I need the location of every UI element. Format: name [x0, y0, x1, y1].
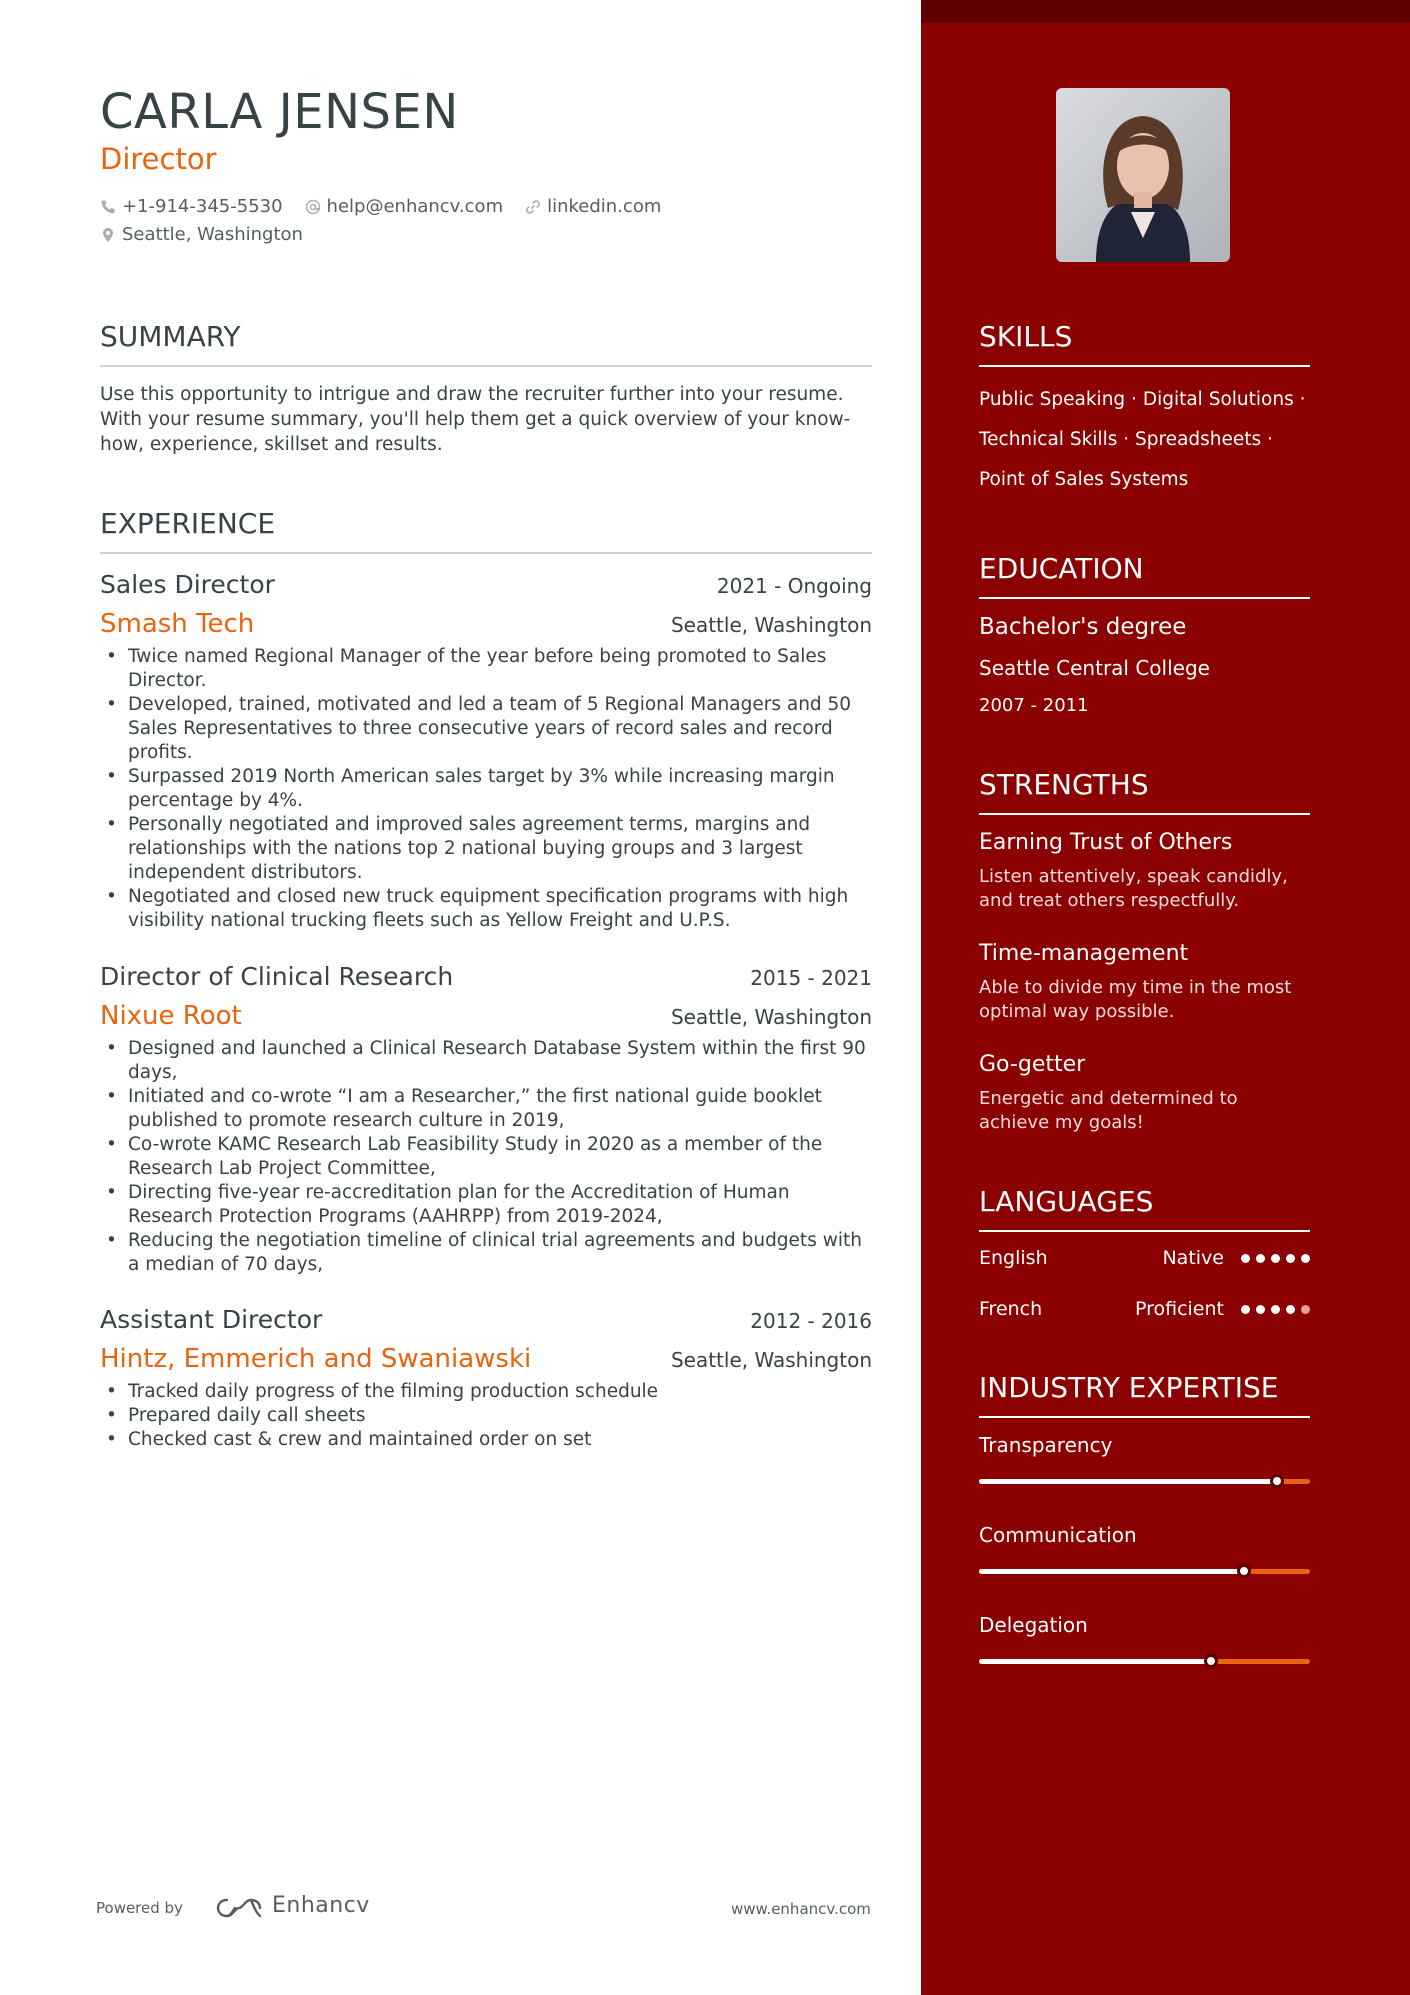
language-level: Proficient [1134, 1298, 1224, 1320]
job-bullets [100, 1380, 872, 1452]
bullet-item: • Reducing the negotiation timeline of clinical trial agreements and budgets with a median of 70 days, [100, 1229, 872, 1277]
phone-icon [100, 199, 116, 215]
rating-dot [1301, 1254, 1310, 1263]
languages-heading: LANGUAGES [979, 1185, 1310, 1232]
location-text: Seattle, Washington [122, 224, 303, 245]
bullet-item: • Twice named Regional Manager of the year before being promoted to Sales Director. [100, 645, 872, 693]
rating-dot [1286, 1305, 1295, 1314]
expertise-item [979, 1523, 1310, 1574]
language-row [979, 1298, 1310, 1320]
job-location: Seattle, Washington [670, 613, 872, 637]
strength-title: Earning Trust of Others [979, 830, 1233, 855]
bullet-item: • Personally negotiated and improved sales agreement terms, margins and relationships with the nations top 2 national buying groups and 3 largest independent distributors. [100, 813, 872, 885]
job-role: Assistant Director [100, 1305, 323, 1334]
rating-dot [1271, 1254, 1280, 1263]
job-entry [100, 1305, 872, 1452]
rating-dot [1256, 1305, 1265, 1314]
powered-by-label: Powered by [96, 1899, 183, 1917]
footer-site-link[interactable]: www.enhancv.com [731, 1900, 871, 1918]
contact-phone [100, 196, 283, 217]
language-level: Native [1162, 1247, 1224, 1269]
job-bullets [100, 645, 872, 933]
skill-item: Point of Sales Systems [979, 469, 1189, 490]
bullet-item: • Negotiated and closed new truck equipment specification programs with high visibility national trucking fleets such as Yellow Freight and U.P.S. [100, 885, 872, 933]
expertise-knob [1204, 1654, 1218, 1668]
rating-dot [1241, 1254, 1250, 1263]
skill-item: Digital Solutions [1142, 389, 1294, 410]
education-heading: EDUCATION [979, 552, 1310, 599]
rating-dot [1286, 1254, 1295, 1263]
strength-desc: Listen attentively, speak candidly, and treat others respectfully. [979, 866, 1288, 911]
linkedin-text: linkedin.com [547, 196, 662, 217]
job-dates: 2012 - 2016 [750, 1309, 872, 1333]
expertise-bar-fill [979, 1659, 1211, 1664]
expertise-label: Communication [979, 1523, 1137, 1547]
expertise-item [979, 1613, 1310, 1664]
expertise-knob [1237, 1564, 1251, 1578]
strength-item [979, 1052, 1310, 1135]
job-role: Sales Director [100, 570, 275, 599]
bullet-item: • Directing five-year re-accreditation plan for the Accreditation of Human Research Protection Programs (AAHRPP) from 2019-2024, [100, 1181, 872, 1229]
strength-title: Time-management [979, 941, 1189, 966]
expertise-bar [979, 1569, 1310, 1574]
education-degree: Bachelor's degree [979, 614, 1187, 640]
rating-dot [1301, 1305, 1310, 1314]
job-dates: 2021 - Ongoing [716, 574, 872, 598]
location-pin-icon [100, 227, 116, 243]
bullet-item: • Designed and launched a Clinical Research Database System within the first 90 days, [100, 1037, 872, 1085]
bullet-item: • Initiated and co-wrote “I am a Researcher,” the first national guide booklet published to promote research culture in 2019, [100, 1085, 872, 1133]
contact-linkedin[interactable] [525, 196, 661, 217]
education-dates: 2007 - 2011 [979, 695, 1089, 716]
expertise-label: Transparency [979, 1433, 1113, 1457]
skill-item: Technical Skills [979, 429, 1118, 450]
job-company: Smash Tech [100, 609, 255, 639]
job-location: Seattle, Washington [670, 1348, 872, 1372]
bullet-item: • Developed, trained, motivated and led a team of 5 Regional Managers and 50 Sales Representatives to three consecutive years of record sales and record profits. [100, 693, 872, 765]
skill-item: Spreadsheets [1135, 429, 1262, 450]
contact-location [100, 224, 303, 245]
bullet-item: • Checked cast & crew and maintained order on set [100, 1428, 872, 1452]
summary-heading: SUMMARY [100, 320, 872, 367]
job-company: Hintz, Emmerich and Swaniawski [100, 1344, 532, 1374]
skill-separator: · [1117, 429, 1135, 450]
skills-list [979, 380, 1310, 500]
skill-separator: · [1293, 389, 1306, 410]
email-text: help@enhancv.com [326, 196, 504, 217]
skills-heading: SKILLS [979, 320, 1310, 367]
language-name: English [979, 1247, 1048, 1269]
avatar [1056, 88, 1230, 262]
link-icon [525, 199, 541, 215]
language-rating [1241, 1305, 1310, 1314]
contact-row [100, 196, 661, 217]
phone-text: +1-914-345-5530 [122, 196, 283, 217]
strength-title: Go-getter [979, 1052, 1086, 1077]
brand-name: Enhancv [272, 1893, 370, 1918]
contact-row-location [100, 224, 303, 245]
bullet-item: • Prepared daily call sheets [100, 1404, 872, 1428]
bullet-item: • Tracked daily progress of the filming production schedule [100, 1380, 872, 1404]
job-location: Seattle, Washington [670, 1005, 872, 1029]
job-entry [100, 962, 872, 1277]
strength-item [979, 830, 1310, 913]
job-bullets [100, 1037, 872, 1277]
bullet-item: • Co-wrote KAMC Research Lab Feasibility Study in 2020 as a member of the Research Lab Project Committee, [100, 1133, 872, 1181]
rating-dot [1271, 1305, 1280, 1314]
expertise-knob [1270, 1474, 1284, 1488]
expertise-item [979, 1433, 1310, 1484]
at-icon [305, 199, 321, 215]
strength-desc: Energetic and determined to achieve my goals! [979, 1088, 1238, 1133]
job-entry [100, 570, 872, 933]
education-school: Seattle Central College [979, 656, 1210, 680]
skill-separator: · [1261, 429, 1273, 450]
contact-email[interactable] [305, 196, 504, 217]
language-name: French [979, 1298, 1043, 1320]
portrait-image [1056, 88, 1230, 262]
sidebar-top-strip [921, 0, 1410, 23]
rating-dot [1241, 1305, 1250, 1314]
expertise-heading: INDUSTRY EXPERTISE [979, 1371, 1310, 1418]
experience-heading: EXPERIENCE [100, 507, 872, 554]
skill-separator: · [1125, 389, 1143, 410]
expertise-bar-fill [979, 1569, 1244, 1574]
candidate-title: Director [100, 142, 217, 176]
job-company: Nixue Root [100, 1001, 242, 1031]
strength-desc: Able to divide my time in the most optimal way possible. [979, 977, 1292, 1022]
job-dates: 2015 - 2021 [750, 966, 872, 990]
language-row [979, 1247, 1310, 1269]
language-rating [1241, 1254, 1310, 1263]
rating-dot [1256, 1254, 1265, 1263]
expertise-bar-fill [979, 1479, 1277, 1484]
summary-text: Use this opportunity to intrigue and draw the recruiter further into your resume. With your resume summary, you'll help them get a quick overview of your know-how, experience, skillset and results. [100, 384, 851, 455]
bullet-item: • Surpassed 2019 North American sales target by 3% while increasing margin percentage by 4%. [100, 765, 872, 813]
expertise-bar [979, 1479, 1310, 1484]
strength-item [979, 941, 1310, 1024]
expertise-bar [979, 1659, 1310, 1664]
job-role: Director of Clinical Research [100, 962, 454, 991]
strengths-heading: STRENGTHS [979, 768, 1310, 815]
candidate-name: CARLA JENSEN [100, 84, 459, 140]
enhancv-logo-icon [215, 1896, 263, 1920]
expertise-label: Delegation [979, 1613, 1088, 1637]
skill-item: Public Speaking [979, 389, 1126, 410]
